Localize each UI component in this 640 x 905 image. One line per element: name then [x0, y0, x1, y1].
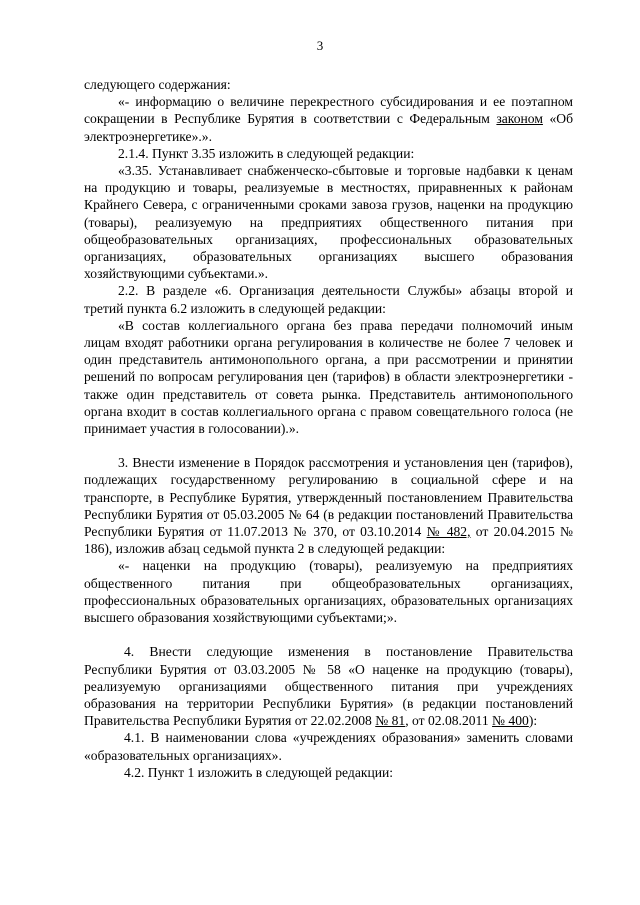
paragraph-cross-subsidy: «- информацию о величине перекрестного субсидирования и ее поэтапном сокращении в Республике Бурятия в соответствии с Федеральным законом «Об электроэнергетике».».: [84, 94, 573, 144]
paragraph-3-35: «3.35. Устанавливает снабженческо-сбытовые и торговые надбавки к ценам на продукцию и товары, реализуемые в местностях, приравненных к районам Крайнего Севера, с ограниченными сроками завоза грузов, наценки на продукцию (товары), реализуемую на предприятиях общественного питания при общеобразовательных организациях, профессиональных образовательных организациях, образовательных организациях высшего образования хозяйствующими субъектами.».: [84, 163, 573, 282]
paragraph-2-1-4: 2.1.4. Пункт 3.35 изложить в следующей редакции:: [118, 145, 415, 161]
spacer: [84, 626, 573, 643]
law-link[interactable]: законом: [496, 111, 543, 127]
resolution-400-link[interactable]: № 400: [492, 713, 529, 729]
paragraph-collegial-body: «В состав коллегиального органа без права передачи полномочий иным лицам входят работники органа регулирования в количестве не более 7 человек и один представитель антимонопольного органа, а при рассмотрении и принятии решений по вопросам регулирования цен (тарифов) в области электроэнергетики - также один представитель от совета рынка. Представитель антимонопольного органа входит в состав коллегиального органа с правом совещательного голоса (не принимает участия в голосовании).».: [84, 317, 573, 437]
paragraph-markups: «- наценки на продукцию (товары), реализуемую на предприятиях общественного питания при общеобразовательных организациях, профессиональных образовательных организациях, образовательных организациях высшего образования хозяйствующими субъектами;».: [84, 558, 573, 626]
paragraph-4: 4. Внести следующие изменения в постановление Правительства Республики Бурятия от 03.03.2005 № 58 «О наценке на продукцию (товары), реализуемую организациями общественного питания при учреждениях образования на территории Республики Бурятия» (в редакции постановлений Правительства Республики Бурятия от 22.02.2008 № 81, от 02.08.2011 № 400):: [84, 644, 573, 729]
spacer: [84, 437, 573, 454]
paragraph-4-1: 4.1. В наименовании слова «учреждениях образования» заменить словами «образовательных организациях».: [84, 730, 573, 763]
paragraph-4-2: 4.2. Пункт 1 изложить в следующей редакции:: [124, 764, 394, 780]
resolution-482-link[interactable]: № 482,: [426, 524, 471, 540]
resolution-81-link[interactable]: № 81: [375, 713, 406, 729]
page-number: 3: [316, 38, 324, 53]
paragraph-intro: следующего содержания:: [84, 77, 231, 92]
document-body: [84, 76, 573, 781]
paragraph-2-2: 2.2. В разделе «6. Организация деятельности Службы» абзацы второй и третий пункта 6.2 изложить в следующей редакции:: [84, 283, 573, 316]
paragraph-3: 3. Внести изменение в Порядок рассмотрения и установления цен (тарифов), подлежащих государственному регулированию в социальной сфере и на транспорте, в Республике Бурятия, утвержденный постановлением Правительства Республики Бурятия от 05.03.2005 № 64 (в редакции постановлений Правительства Республики Бурятия от 11.07.2013 № 370, от 03.10.2014 № 482, от 20.04.2015 № 186), изложив абзац седьмой пункта 2 в следующей редакции:: [84, 455, 573, 557]
